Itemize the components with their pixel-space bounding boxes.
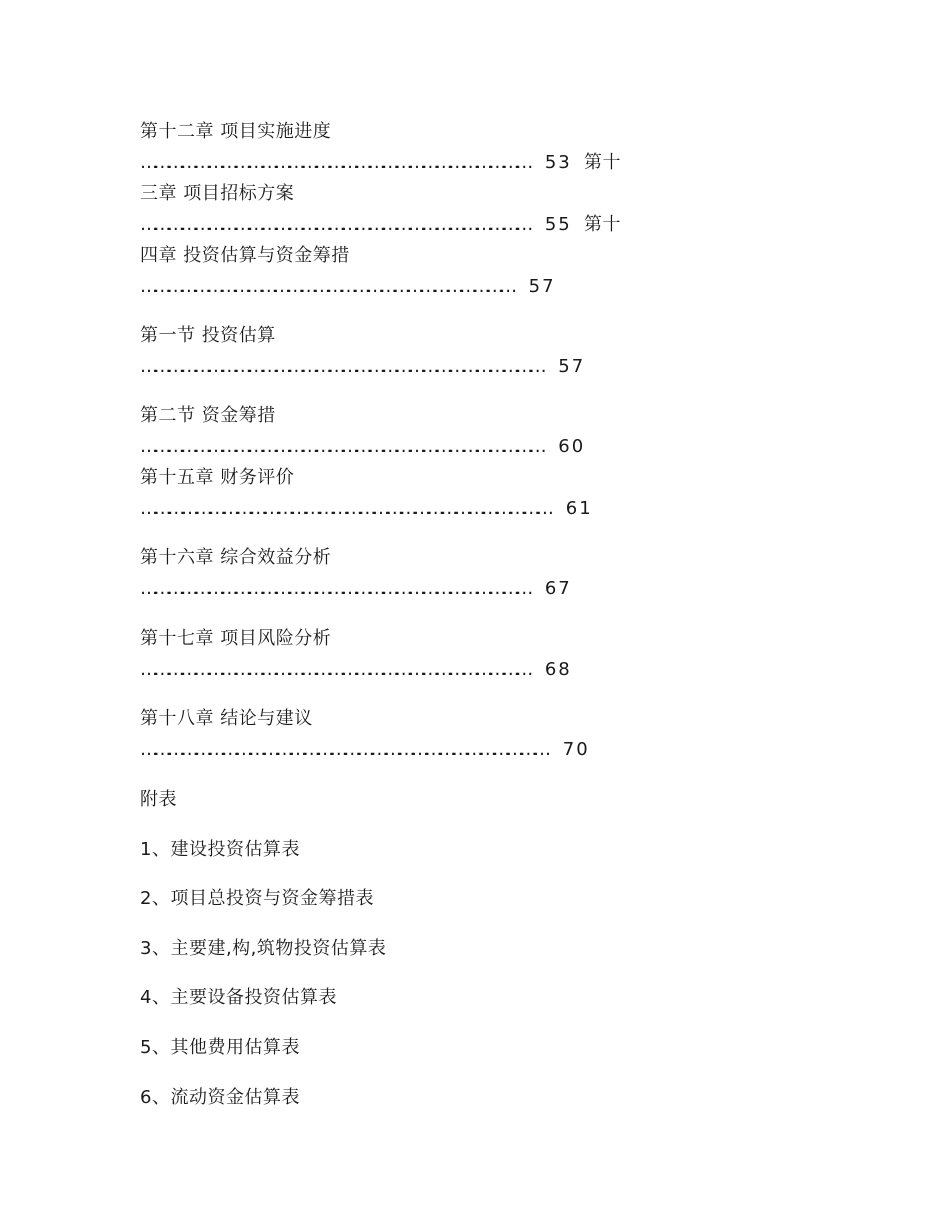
toc-entry-title: 第十六章 综合效益分析 — [140, 547, 332, 568]
toc-leader-line — [140, 275, 556, 299]
toc-entry-title: 第二节 资金筹措 — [140, 405, 276, 426]
toc-entry-section-1 — [140, 324, 276, 348]
appendix-item: 6、流动资金估算表 — [140, 1087, 300, 1108]
toc-entry-title: 三章 项目招标方案 — [140, 183, 295, 204]
toc-entry-section-2 — [140, 404, 276, 428]
toc-entry-chapter-18 — [140, 707, 313, 731]
toc-entry-title-fragment: 第十 — [583, 214, 621, 235]
toc-leader-line — [140, 213, 621, 237]
toc-leader-line — [140, 658, 572, 682]
toc-entry-title: 第十二章 项目实施进度 — [140, 121, 332, 142]
appendix-item: 4、主要设备投资估算表 — [140, 987, 337, 1008]
toc-page-number: 61 — [565, 498, 593, 519]
toc-page-number: 67 — [544, 578, 572, 599]
toc-entry-title: 第一节 投资估算 — [140, 325, 276, 346]
toc-entry-title: 四章 投资估算与资金筹措 — [140, 245, 350, 266]
toc-leader-line — [140, 738, 590, 762]
appendix-item: 2、项目总投资与资金筹措表 — [140, 888, 374, 909]
toc-entry-chapter-17 — [140, 627, 331, 651]
toc-page-number: 57 — [528, 276, 556, 297]
toc-leader-line — [140, 577, 572, 601]
appendix-item: 3、主要建,构,筑物投资估算表 — [140, 938, 387, 959]
appendix-title: 附表 — [140, 789, 177, 810]
toc-leader-dots: ………………………………………………………………………… — [140, 276, 513, 297]
toc-page-number: 68 — [544, 659, 572, 680]
toc-entry-chapter-16 — [140, 546, 331, 570]
toc-page-number: 55 — [544, 214, 572, 235]
toc-leader-dots: …………………………………………………………………………… — [140, 659, 529, 680]
toc-leader-line — [140, 355, 585, 379]
toc-entry-chapter-15 — [140, 466, 294, 490]
toc-leader-dots: ……………………………………………………………………………… — [140, 356, 543, 377]
toc-leader-dots: ……………………………………………………………………………… — [140, 498, 550, 519]
appendix-item: 1、建设投资估算表 — [140, 839, 300, 860]
toc-entry-title: 第十八章 结论与建议 — [140, 708, 313, 729]
toc-leader-line — [140, 151, 621, 175]
toc-leader-dots: ……………………………………………………………………………… — [140, 739, 547, 760]
toc-leader-dots: …………………………………………………………………………… — [140, 214, 529, 235]
toc-entry-title: 第十七章 项目风险分析 — [140, 628, 332, 649]
toc-page-number: 57 — [558, 356, 586, 377]
toc-page-number: 60 — [558, 436, 586, 457]
toc-leader-dots: …………………………………………………………………………… — [140, 578, 529, 599]
appendix-item: 5、其他费用估算表 — [140, 1037, 300, 1058]
toc-leader-line — [140, 435, 585, 459]
toc-page-number: 70 — [562, 739, 590, 760]
toc-entry-chapter-13 — [140, 182, 294, 206]
toc-leader-dots: ……………………………………………………………………………… — [140, 436, 543, 457]
toc-entry-title: 第十五章 财务评价 — [140, 467, 295, 488]
toc-leader-dots: …………………………………………………………………………… — [140, 152, 529, 173]
toc-entry-chapter-12 — [140, 120, 331, 144]
toc-page-number: 53 — [544, 152, 572, 173]
toc-entry-chapter-14 — [140, 244, 350, 268]
toc-entry-title-fragment: 第十 — [583, 152, 621, 173]
toc-leader-line — [140, 497, 593, 521]
